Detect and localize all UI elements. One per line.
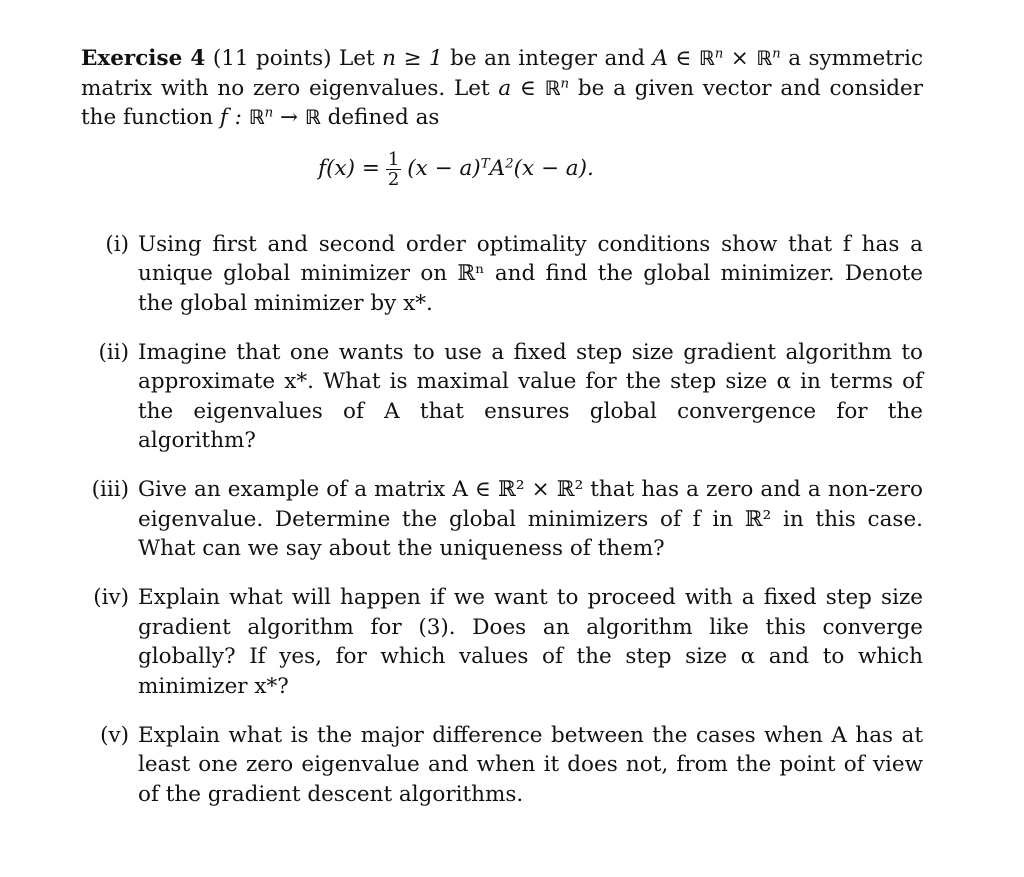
formula-lhs: f(x) = xyxy=(318,156,380,182)
question-item xyxy=(81,338,923,456)
intro-math-vec-a: a ∈ xyxy=(498,75,545,101)
exercise-title: Exercise 4 xyxy=(81,46,206,71)
set-r-1: ℝ xyxy=(698,47,715,70)
sup-n-2: n xyxy=(772,46,781,62)
formula-rhs-b: A xyxy=(489,156,506,182)
question-text: Give an example of a matrix A ∈ ℝ² × ℝ² that has a zero and a non-zero eigenvalue. Determine the global minimizers of f in ℝ² in this case. What can we say about the uniqueness of them? xyxy=(138,477,923,561)
fraction-numerator: 1 xyxy=(387,148,400,170)
formula-rhs xyxy=(407,154,594,184)
question-item xyxy=(81,230,923,319)
question-label: (v) xyxy=(100,722,129,748)
question-list xyxy=(81,230,923,810)
intro-text-1: Let xyxy=(339,46,383,71)
question-label: (iv) xyxy=(93,585,129,610)
fraction-denominator: 2 xyxy=(387,168,400,190)
formula-fraction xyxy=(386,150,401,189)
formula-display xyxy=(81,150,923,208)
sup-n-1: n xyxy=(714,46,724,62)
formula xyxy=(318,150,594,189)
intro-text-2: be an integer and xyxy=(442,46,653,71)
formula-rhs-a: (x − a) xyxy=(407,156,481,182)
formula-sup-2: 2 xyxy=(505,156,514,172)
intro-text-3: a symmetric matrix with no zero eigenvalues. Let xyxy=(81,46,923,101)
intro-text-5: defined as xyxy=(320,105,440,130)
exercise-page xyxy=(81,44,923,829)
formula-rhs-c: (x − a). xyxy=(513,156,594,182)
sup-n-3: n xyxy=(560,76,570,92)
question-item xyxy=(81,583,923,701)
intro-text-4: be a given vector and consider the function xyxy=(81,75,924,130)
set-r-4: ℝ xyxy=(248,106,265,129)
exercise-intro xyxy=(81,44,923,133)
set-r-2: ℝ xyxy=(756,47,773,70)
question-text: Using first and second order optimality conditions show that f has a unique global minimizer on ℝⁿ and find the global minimizer. Denote the global minimizer by x*. xyxy=(138,231,923,316)
question-item xyxy=(81,721,923,810)
question-label: (iii) xyxy=(91,477,129,502)
exercise-points: (11 points) xyxy=(212,46,332,71)
intro-math-n: n ≥ 1 xyxy=(382,46,443,71)
formula-sup-t: T xyxy=(480,156,490,172)
question-label: (i) xyxy=(105,231,129,257)
set-r-5: ℝ xyxy=(304,106,321,129)
intro-math-f: f : xyxy=(219,105,249,130)
question-label: (ii) xyxy=(98,339,129,365)
question-item xyxy=(81,475,923,564)
arrow-symbol: → xyxy=(273,105,305,130)
question-text: Explain what is the major difference between the cases when A has at least one zero eigenvalue and when it does not, from the point of view of the gradient descent algorithms. xyxy=(138,722,923,807)
times-symbol: × xyxy=(723,46,757,71)
set-r-3: ℝ xyxy=(544,76,561,100)
question-text: Explain what will happen if we want to proceed with a fixed step size gradient algorithm for (3). Does an algorithm like this converge globally? If yes, for which values of the step size α and to which minimizer x*? xyxy=(138,585,923,699)
sup-n-4: n xyxy=(264,105,274,121)
question-text: Imagine that one wants to use a fixed step size gradient algorithm to approximate x*. What is maximal value for the step size α in terms of the eigenvalues of A that ensures global convergence for the algorithm? xyxy=(138,339,923,453)
intro-math-a-in: A ∈ xyxy=(652,46,699,71)
